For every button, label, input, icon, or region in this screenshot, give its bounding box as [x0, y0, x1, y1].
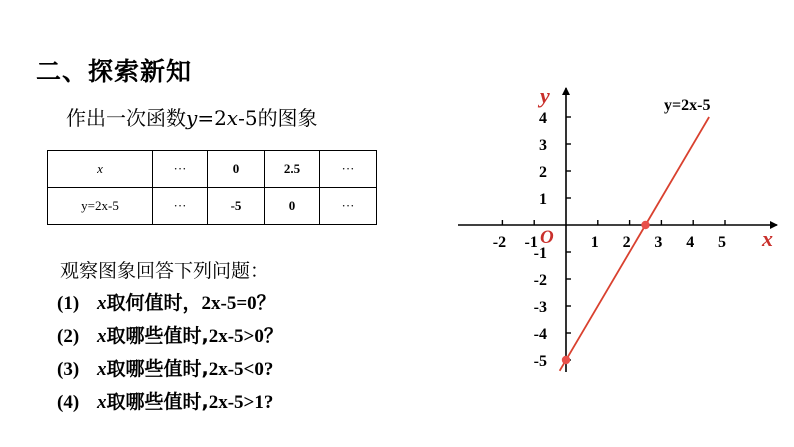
task-fx-x: x — [226, 106, 239, 130]
task-suffix: 的图象 — [257, 106, 318, 130]
task-fx-mid: =2 — [197, 106, 227, 130]
table-cell: x — [48, 151, 153, 188]
y-tick-label: -3 — [533, 299, 547, 316]
question-var: x — [97, 392, 107, 413]
x-tick-label: 1 — [590, 234, 599, 251]
question-word: 取哪些值时, — [106, 391, 209, 413]
x-tick-label: 3 — [654, 234, 663, 251]
table-cell: ··· — [320, 188, 377, 225]
y-tick-label: 1 — [539, 191, 547, 208]
y-tick-label: -2 — [533, 272, 547, 289]
question-word: 取哪些值时, — [106, 358, 209, 380]
task-fx-y: y — [186, 106, 198, 130]
question-var: x — [97, 293, 107, 314]
question-var: x — [97, 359, 107, 380]
table-cell: y=2x-5 — [48, 188, 153, 225]
y-tick-label: 2 — [539, 164, 547, 181]
table-cell: ··· — [153, 151, 208, 188]
table-cell: 0 — [208, 151, 265, 188]
question-expr: 2x-5<0? — [208, 359, 274, 380]
task-fx-end: -5 — [238, 106, 258, 130]
x-tick-label: -1 — [524, 234, 538, 251]
task-prefix: 作出一次函数 — [66, 106, 186, 130]
y-tick-label: 4 — [539, 110, 547, 127]
table-cell: -5 — [208, 188, 265, 225]
question-word: 取哪些值时, — [106, 325, 209, 347]
table-cell: 0 — [265, 188, 320, 225]
question-expr: 2x-5>1? — [208, 392, 274, 413]
section-title: 二、探索新知 — [36, 57, 193, 86]
question-var: x — [97, 326, 107, 347]
question-expr: 2x-5>0？ — [208, 326, 283, 347]
line-label: y=2x-5 — [664, 97, 711, 114]
origin-label: O — [540, 227, 554, 248]
y-axis-label: y — [540, 83, 550, 108]
question-number: (2) — [57, 326, 80, 347]
x-tick-label: 5 — [718, 234, 726, 251]
x-axis-label: x — [762, 226, 773, 251]
question-expr: 2x-5=0？ — [201, 293, 276, 314]
question-word: 取何值时， — [106, 292, 202, 314]
table-cell: ··· — [153, 188, 208, 225]
data-point — [641, 221, 649, 229]
y-tick-label: 3 — [539, 137, 547, 154]
y-tick-label: -5 — [533, 353, 547, 370]
question-number: (1) — [57, 293, 80, 314]
y-tick-label: -4 — [533, 326, 547, 343]
data-point — [562, 356, 570, 364]
questions-intro: 观察图象回答下列问题： — [60, 260, 270, 282]
x-tick-label: 2 — [622, 234, 631, 251]
table-cell: 2.5 — [265, 151, 320, 188]
table-cell: ··· — [320, 151, 377, 188]
x-tick-label: -2 — [492, 234, 507, 251]
x-tick-label: 4 — [686, 234, 695, 251]
question-number: (4) — [57, 392, 80, 413]
question-number: (3) — [57, 359, 80, 380]
y-tick-label: -1 — [533, 245, 547, 262]
